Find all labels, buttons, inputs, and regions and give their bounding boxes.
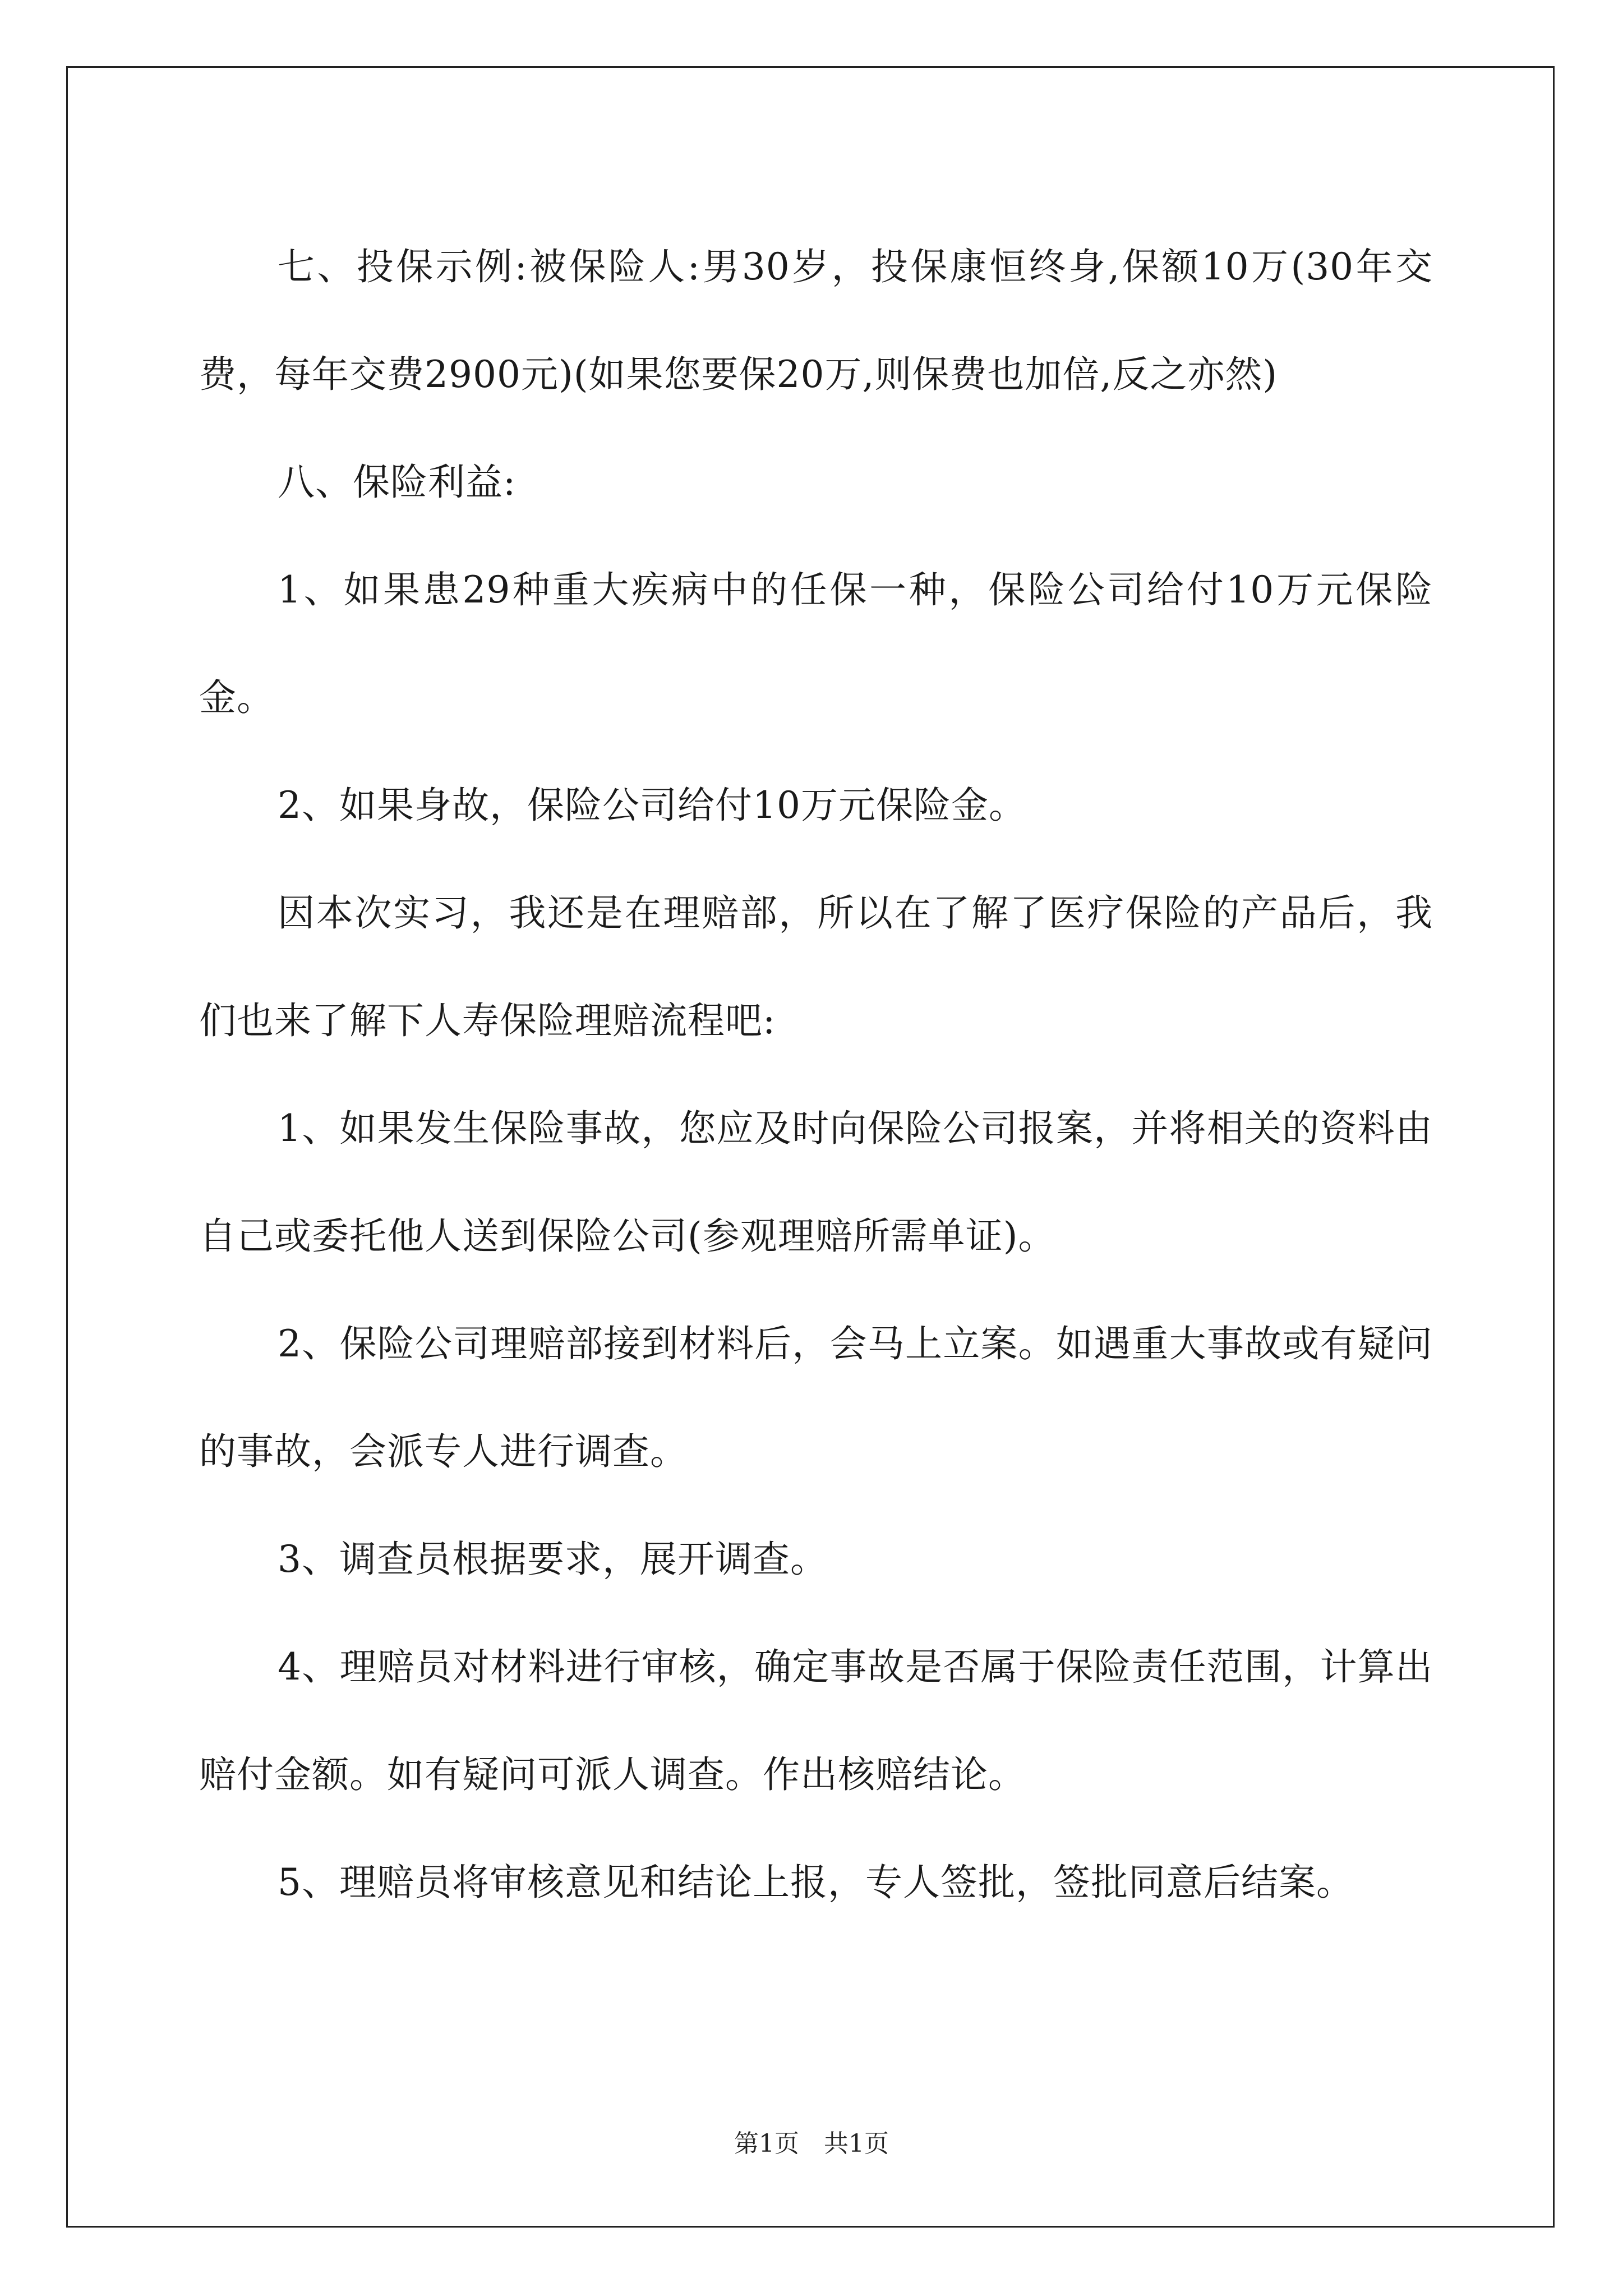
page-footer: 第1页 共1页 [734, 2129, 889, 2158]
paragraph-claim-step-5: 5、理赔员将审核意见和结论上报，专人签批，签批同意后结案。 [278, 1861, 1354, 1904]
paragraph-claim-step-3: 3、调查员根据要求，展开调查。 [278, 1538, 828, 1581]
paragraph-claim-step-1: 1、如果发生保险事故，您应及时向保险公司报案，并将相关的资料由自己或委托他人送到保险公司(参观理赔所需单证)。 [199, 1107, 1433, 1258]
document-body [199, 213, 1433, 1936]
paragraph-insurance-example: 七、投保示例:被保险人:男30岁，投保康恒终身,保额10万(30年交费，每年交费2900元)(如果您要保20万,则保费也加倍,反之亦然) [199, 245, 1433, 396]
paragraph-benefit-death: 2、如果身故，保险公司给付10万元保险金。 [278, 784, 1026, 827]
paragraph-benefit-critical-illness: 1、如果患29种重大疾病中的任保一种，保险公司给付10万元保险金。 [199, 568, 1433, 719]
paragraph-claim-step-2: 2、保险公司理赔部接到材料后，会马上立案。如遇重大事故或有疑问的事故，会派专人进行调查。 [199, 1322, 1433, 1473]
paragraph-claim-step-4: 4、理赔员对材料进行审核，确定事故是否属于保险责任范围，计算出赔付金额。如有疑问可派人调查。作出核赔结论。 [199, 1645, 1433, 1796]
paragraph-insurance-benefits-heading: 八、保险利益: [278, 461, 517, 504]
paragraph-claims-intro: 因本次实习，我还是在理赔部，所以在了解了医疗保险的产品后，我们也来了解下人寿保险理赔流程吧: [199, 891, 1433, 1042]
